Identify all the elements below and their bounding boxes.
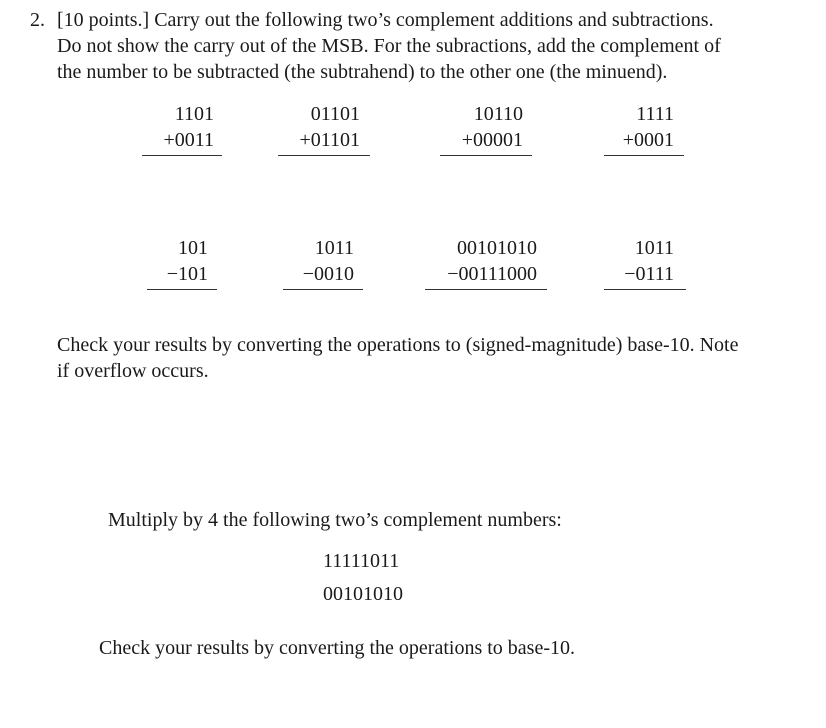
- check-instruction-line-1: Check your results by converting the operations to (signed-magnitude) base-10. Note: [57, 334, 739, 356]
- sum-rule: [278, 155, 370, 156]
- multiply-heading: Multiply by 4 the following two’s complement numbers:: [108, 509, 562, 531]
- operand-bottom: −0111: [624, 263, 674, 285]
- sum-rule: [440, 155, 532, 156]
- operand-top: 10110: [473, 103, 523, 125]
- problem-line-1: [10 points.] Carry out the following two’s complement additions and subtractions.: [57, 9, 714, 31]
- difference-rule: [147, 289, 217, 290]
- operand-top: 01101: [310, 103, 360, 125]
- operand-top: 00101010: [457, 237, 537, 259]
- check-instruction-base10: Check your results by converting the operations to base-10.: [99, 637, 575, 659]
- difference-rule: [283, 289, 363, 290]
- addition-problem: [148, 101, 214, 153]
- multiply-number: 11111011: [323, 550, 400, 572]
- sum-rule: [142, 155, 222, 156]
- check-instruction-line-2: if overflow occurs.: [57, 360, 209, 382]
- addition-problem: [285, 101, 360, 153]
- operand-bottom: −0010: [302, 263, 354, 285]
- difference-rule: [604, 289, 686, 290]
- operand-top: 101: [178, 237, 208, 259]
- operand-bottom: +00001: [461, 129, 523, 151]
- operand-top: 1011: [634, 237, 674, 259]
- operand-bottom: +0011: [163, 129, 214, 151]
- problem-number: 2.: [30, 9, 45, 31]
- addition-problem: [612, 101, 674, 153]
- subtraction-problem: [614, 235, 674, 287]
- sum-rule: [604, 155, 684, 156]
- subtraction-problem: [433, 235, 537, 287]
- operand-bottom: −101: [166, 263, 208, 285]
- difference-rule: [425, 289, 547, 290]
- addition-problem: [447, 101, 523, 153]
- operand-bottom: −00111000: [447, 263, 537, 285]
- operand-bottom: +01101: [299, 129, 360, 151]
- problem-line-2: Do not show the carry out of the MSB. For the subractions, add the complement of: [57, 35, 721, 57]
- operand-top: 1111: [636, 103, 674, 125]
- subtraction-problem: [290, 235, 354, 287]
- operand-top: 1011: [314, 237, 354, 259]
- problem-line-3: the number to be subtracted (the subtrahend) to the other one (the minuend).: [57, 61, 668, 83]
- operand-top: 1101: [174, 103, 214, 125]
- operand-bottom: +0001: [622, 129, 674, 151]
- multiply-number: 00101010: [323, 583, 403, 605]
- subtraction-problem: [155, 235, 208, 287]
